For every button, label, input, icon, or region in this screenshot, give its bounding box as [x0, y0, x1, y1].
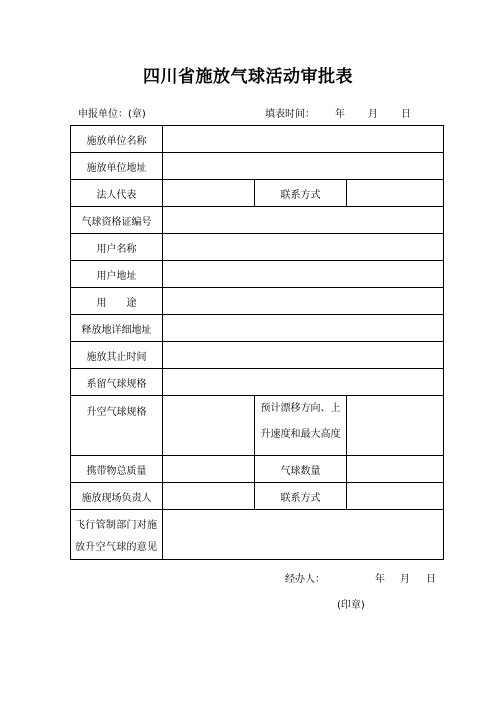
opinion-label-line2: 放升空气球的意见 [75, 542, 158, 553]
drift-field[interactable] [347, 396, 444, 456]
opinion-label-line1: 飞行管制部门对施 [75, 520, 158, 531]
table-row [71, 315, 444, 342]
user-name-field[interactable] [163, 234, 444, 261]
user-name-label: 用户名称 [71, 234, 163, 261]
purpose-field[interactable] [163, 288, 444, 315]
ascending-spec-field[interactable] [163, 396, 255, 456]
table-row [71, 396, 444, 456]
site-contact-field[interactable] [347, 483, 444, 510]
header-day: 日 [401, 109, 411, 120]
release-address-label: 释放地详细地址 [71, 315, 163, 342]
applicant-label: 申报单位：(章) [78, 109, 146, 120]
release-time-label: 施放其止时间 [71, 342, 163, 369]
payload-weight-field[interactable] [163, 456, 255, 483]
opinion-month: 月 [400, 574, 410, 585]
table-row [71, 288, 444, 315]
table-row [71, 369, 444, 396]
table-row [71, 483, 444, 510]
tethered-spec-field[interactable] [163, 369, 444, 396]
ascending-spec-label: 升空气球规格 [71, 396, 163, 456]
table-row [71, 342, 444, 369]
site-manager-label: 施放现场负责人 [71, 483, 163, 510]
tethered-spec-label: 系留气球规格 [71, 369, 163, 396]
user-address-label: 用户地址 [71, 261, 163, 288]
opinion-day: 日 [426, 574, 436, 585]
user-address-field[interactable] [163, 261, 444, 288]
contact-field[interactable] [347, 180, 444, 207]
purpose-label: 用 途 [71, 288, 163, 315]
form-title: 四川省施放气球活动审批表 [143, 67, 353, 87]
site-manager-field[interactable] [163, 483, 255, 510]
opinion-year: 年 [375, 574, 385, 585]
table-row [71, 180, 444, 207]
opinion-label [71, 510, 163, 560]
legal-rep-label: 法人代表 [71, 180, 163, 207]
unit-address-label: 施放单位地址 [71, 153, 163, 180]
seal-label: (印章) [337, 600, 365, 611]
opinion-field[interactable] [163, 510, 444, 611]
drift-label [255, 396, 347, 456]
table-row [71, 126, 444, 153]
header-month: 月 [368, 109, 378, 120]
table-row [71, 207, 444, 234]
balloon-count-field[interactable] [347, 456, 444, 483]
unit-name-field[interactable] [163, 126, 444, 153]
release-time-field[interactable] [163, 342, 444, 369]
site-contact-label: 联系方式 [255, 483, 347, 510]
drift-label-line1: 预计漂移方向、上 [260, 403, 341, 414]
unit-name-label: 施放单位名称 [71, 126, 163, 153]
release-address-field[interactable] [163, 315, 444, 342]
table-row [71, 234, 444, 261]
approval-table [70, 125, 444, 611]
cert-no-label: 气球资格证编号 [71, 207, 163, 234]
unit-address-field[interactable] [163, 153, 444, 180]
legal-rep-field[interactable] [163, 180, 255, 207]
payload-weight-label: 携带物总质量 [71, 456, 163, 483]
cert-no-field[interactable] [163, 207, 444, 234]
contact-label: 联系方式 [255, 180, 347, 207]
header-year: 年 [335, 109, 345, 120]
drift-label-line2: 升速度和最大高度 [260, 429, 341, 440]
balloon-count-label: 气球数量 [255, 456, 347, 483]
table-row [71, 456, 444, 483]
table-row [71, 261, 444, 288]
date-label: 填表时间： [265, 109, 315, 120]
table-row [71, 510, 444, 560]
handler-label: 经办人： [285, 574, 325, 585]
table-row [71, 153, 444, 180]
